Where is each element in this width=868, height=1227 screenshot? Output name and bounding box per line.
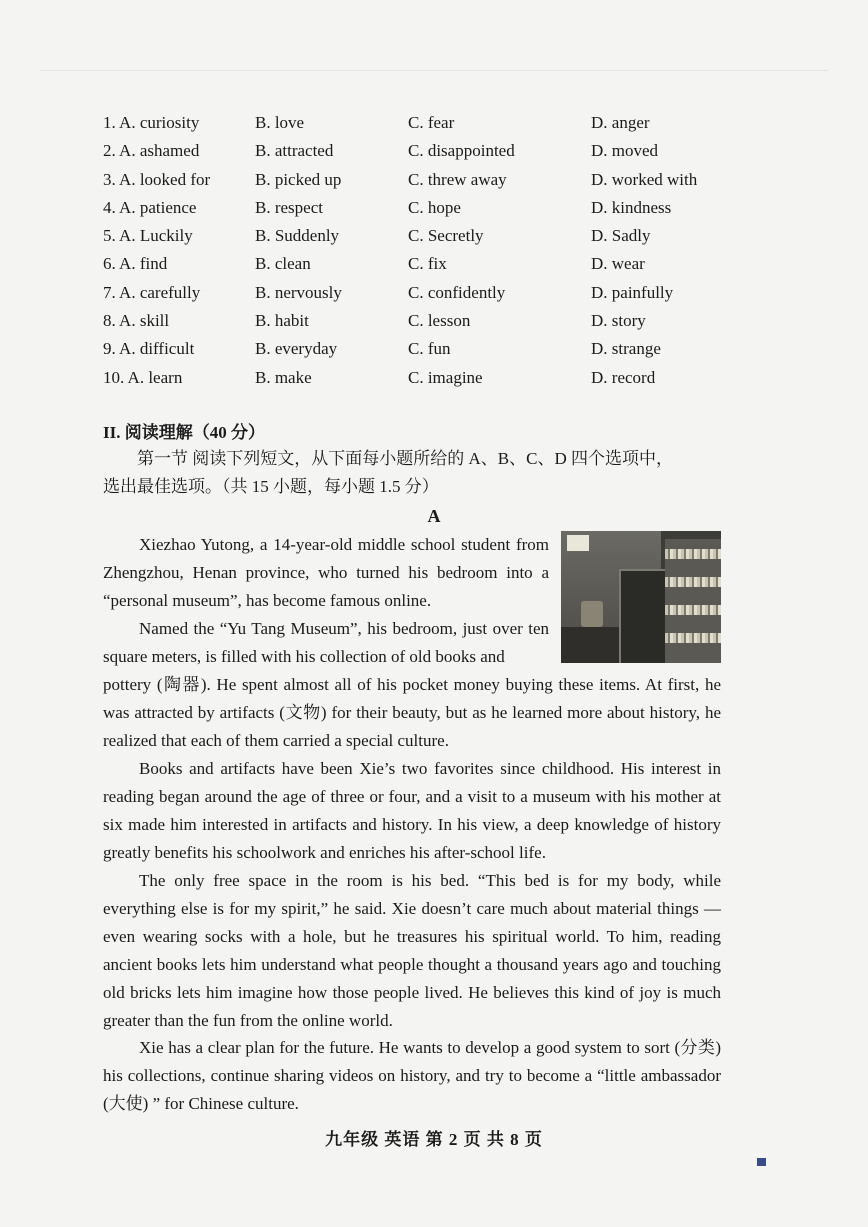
option-b: B. nervously xyxy=(255,282,342,302)
option-c: C. imagine xyxy=(408,367,483,387)
paragraph-4: The only free space in the room is his bed. “This bed is for my body, while everything else is for my spirit,” he said. Xie doesn’t care much about material things —even wearing socks with a hole, but he treasures his spiritual world. To him, reading ancient books lets him understand what people thought a thousand years ago and touching old bricks lets him imagine how those people lived. He believes this kind of joy is much greater than the fun from the online world. xyxy=(103,871,721,1031)
option-b: B. make xyxy=(255,367,312,387)
option-a: 9. A. difficult xyxy=(103,339,195,359)
option-row xyxy=(103,279,723,307)
option-c: C. hope xyxy=(408,197,461,217)
option-d: D. moved xyxy=(591,141,659,161)
option-a: 4. A. patience xyxy=(103,197,197,217)
option-b: B. clean xyxy=(255,254,311,274)
option-row xyxy=(103,109,723,137)
option-a: 8. A. skill xyxy=(103,311,170,331)
option-row xyxy=(103,166,723,194)
option-c: C. fix xyxy=(408,254,447,274)
option-a: 5. A. Luckily xyxy=(103,226,193,246)
option-a: 3. A. looked for xyxy=(103,169,211,189)
option-b: B. love xyxy=(255,113,305,132)
option-a: 1. A. curiosity xyxy=(103,113,200,132)
option-a: 7. A. carefully xyxy=(103,282,201,302)
option-d: D. record xyxy=(591,367,656,387)
paragraph-1: Xiezhao Yutong, a 14-year-old middle school student from Zhengzhou, Henan province, who turned his bedroom into a “personal museum”, has become famous online. xyxy=(103,535,549,611)
answer-options-table xyxy=(103,109,723,392)
option-b: B. respect xyxy=(255,197,323,217)
option-a: 6. A. find xyxy=(103,254,168,274)
option-d: D. wear xyxy=(591,254,645,274)
option-b: B. Suddenly xyxy=(255,226,340,246)
option-d: D. strange xyxy=(591,339,661,359)
option-a: 2. A. ashamed xyxy=(103,141,200,161)
option-c: C. fun xyxy=(408,339,451,359)
option-row xyxy=(103,335,723,363)
option-c: C. lesson xyxy=(408,311,471,331)
option-c: C. Secretly xyxy=(408,226,484,246)
corner-mark xyxy=(757,1158,766,1166)
option-d: D. Sadly xyxy=(591,226,651,246)
option-row xyxy=(103,194,723,222)
passage-label: A xyxy=(427,506,441,526)
option-d: D. kindness xyxy=(591,197,672,217)
option-row xyxy=(103,307,723,335)
option-row xyxy=(103,364,723,392)
paragraph-2-cont: pottery (陶器). He spent almost all of his pocket money buying these items. At first, he was attracted by artifacts (文物) for their beauty, but as he learned more about history, he realized that each of them carried a special culture. xyxy=(103,675,721,751)
option-c: C. threw away xyxy=(408,169,507,189)
top-rule xyxy=(40,70,828,71)
instruction-line-2: 选出最佳选项。（共 15 小题，每小题 1.5 分） xyxy=(103,477,439,496)
option-c: C. fear xyxy=(408,113,455,132)
option-row xyxy=(103,250,723,278)
option-d: D. anger xyxy=(591,113,650,132)
option-b: B. everyday xyxy=(255,339,338,359)
paragraph-2-start: Named the “Yu Tang Museum”, his bedroom, just over ten square meters, is filled with his collection of old books and xyxy=(103,619,549,667)
page-footer: 九年级 英语 第 2 页 共 8 页 xyxy=(325,1130,543,1149)
option-b: B. attracted xyxy=(255,141,334,161)
option-c: C. disappointed xyxy=(408,141,515,161)
bedroom-museum-photo xyxy=(561,531,721,663)
option-c: C. confidently xyxy=(408,282,506,302)
instruction-line-1: 第一节 阅读下列短文，从下面每小题所给的 A、B、C、D 四个选项中， xyxy=(137,449,673,468)
option-row xyxy=(103,137,723,165)
option-row xyxy=(103,222,723,250)
option-b: B. picked up xyxy=(255,169,342,189)
paragraph-3: Books and artifacts have been Xie’s two favorites since childhood. His interest in reading began around the age of three or four, and a visit to a museum with his mother at six made him interested in artifacts and history. In his view, a deep knowledge of history greatly benefits his schoolwork and enriches his after-school life. xyxy=(103,759,721,863)
section-title: II. 阅读理解（40 分） xyxy=(103,423,265,442)
instruction xyxy=(103,445,723,501)
option-b: B. habit xyxy=(255,311,309,331)
option-d: D. worked with xyxy=(591,169,698,189)
option-a: 10. A. learn xyxy=(103,367,183,387)
option-d: D. painfully xyxy=(591,282,674,302)
paragraph-5: Xie has a clear plan for the future. He wants to develop a good system to sort (分类) his collections, continue sharing videos on history, and try to become a “little ambassador (大使) ” for Chinese culture. xyxy=(103,1038,721,1114)
option-d: D. story xyxy=(591,311,646,331)
